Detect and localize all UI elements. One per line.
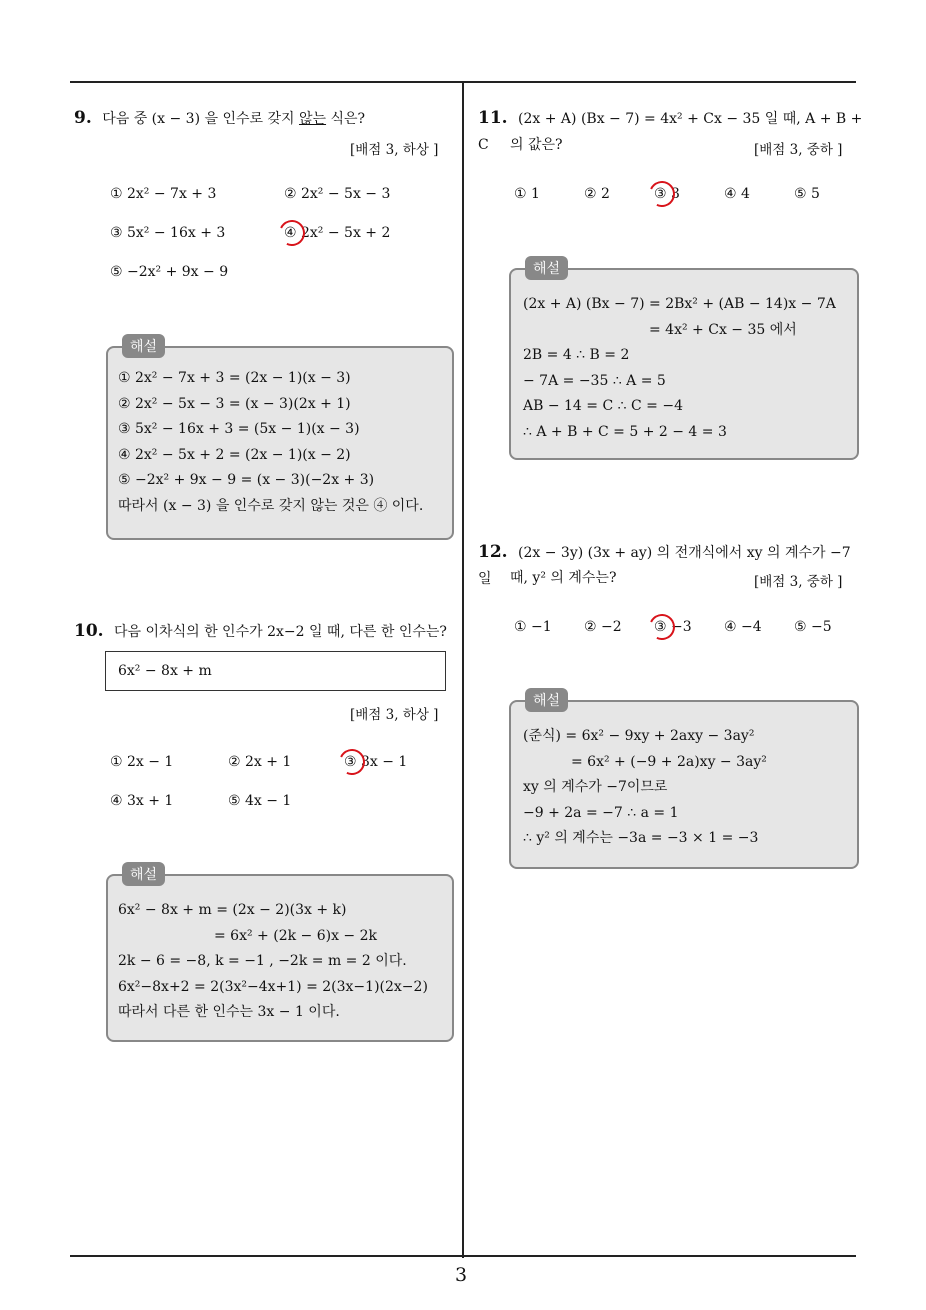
- solution-line: ④ 2x² − 5x + 2 = (2x − 1)(x − 2): [118, 446, 351, 463]
- question-9: [74, 106, 454, 132]
- choice-2[interactable]: ② 2x + 1: [228, 754, 292, 770]
- solution-box: [509, 261, 859, 460]
- question-text: (2x − 3y) (3x + ay) 의 전개식에서 xy 의 계수가 −7 일: [478, 545, 851, 587]
- solution-line: = 6x² + (−9 + 2a)xy − 3ay²: [571, 753, 767, 770]
- solution-line: 6x² − 8x + m = (2x − 2)(3x + k): [118, 902, 347, 918]
- solution-line: ⑤ −2x² + 9x − 9 = (x − 3)(−2x + 3): [118, 472, 375, 488]
- choice-1[interactable]: ① 2x − 1: [110, 754, 174, 770]
- solution-line: 2B = 4 ∴ B = 2: [523, 347, 630, 363]
- solution-tag: 해설: [122, 862, 165, 886]
- choice-4[interactable]: ④ 2x² − 5x + 2: [284, 225, 391, 241]
- question-number: 9.: [74, 108, 92, 128]
- answer-mark-circle: [335, 745, 368, 778]
- given-expression-box: 6x² − 8x + m: [105, 651, 446, 691]
- answer-mark-circle: [275, 216, 308, 249]
- answer-mark-circle: [645, 177, 678, 210]
- question-text: (2x + A) (Bx − 7) = 4x² + Cx − 35 일 때, A + B + C: [478, 111, 863, 153]
- solution-line: ∴ y² 의 계수는 −3a = −3 × 1 = −3: [523, 830, 759, 846]
- choice-4[interactable]: ④ 4: [724, 186, 750, 202]
- question-number: 11.: [478, 108, 508, 128]
- choice-3[interactable]: ③ 5x² − 16x + 3: [110, 225, 226, 241]
- solution-box: [106, 339, 454, 540]
- solution-line: ① 2x² − 7x + 3 = (2x − 1)(x − 3): [118, 370, 351, 386]
- question-number: 10.: [74, 621, 104, 641]
- solution-line: = 4x² + Cx − 35 에서: [649, 321, 797, 338]
- choice-1[interactable]: ① 2x² − 7x + 3: [110, 186, 217, 202]
- score-label: [배점 3, 하상 ]: [350, 707, 439, 723]
- bottom-rule: [70, 1255, 856, 1257]
- choice-3[interactable]: ③ 3: [654, 186, 680, 202]
- choice-2[interactable]: ② 2: [584, 186, 610, 202]
- choice-5[interactable]: ⑤ −2x² + 9x − 9: [110, 264, 229, 280]
- solution-line: (2x + A) (Bx − 7) = 2Bx² + (AB − 14)x − 7A: [523, 296, 836, 312]
- solution-line: 2k − 6 = −8, k = −1 , −2k = m = 2 이다.: [118, 953, 407, 969]
- solution-tag: 해설: [525, 256, 568, 280]
- choice-1[interactable]: ① −1: [514, 619, 552, 635]
- solution-line: 6x²−8x+2 = 2(3x²−4x+1) = 2(3x−1)(2x−2): [118, 978, 428, 995]
- score-label: [배점 3, 하상 ]: [350, 142, 439, 158]
- solution-line: (준식) = 6x² − 9xy + 2axy − 3ay²: [523, 728, 755, 744]
- choice-2[interactable]: ② 2x² − 5x − 3: [284, 186, 391, 202]
- solution-line: ∴ A + B + C = 5 + 2 − 4 = 3: [523, 423, 727, 440]
- question-text: 다음 중 (x − 3) 을 인수로 갖지 않는 식은?: [102, 111, 366, 127]
- answer-mark-circle: [645, 610, 678, 643]
- solution-line: 따라서 다른 한 인수는 3x − 1 이다.: [118, 1004, 340, 1020]
- solution-line: AB − 14 = C ∴ C = −4: [523, 398, 683, 414]
- solution-line: − 7A = −35 ∴ A = 5: [523, 372, 666, 389]
- solution-line: −9 + 2a = −7 ∴ a = 1: [523, 804, 679, 821]
- choice-3[interactable]: ③ 3x − 1: [344, 754, 408, 770]
- score-label: [배점 3, 중하 ]: [754, 142, 843, 158]
- solution-tag: 해설: [122, 334, 165, 358]
- solution-line: xy 의 계수가 −7이므로: [523, 779, 668, 795]
- column-divider: [462, 82, 464, 1258]
- choice-2[interactable]: ② −2: [584, 619, 622, 635]
- choice-1[interactable]: ① 1: [514, 186, 540, 202]
- question-10: [74, 619, 459, 645]
- solution-box: [106, 867, 454, 1042]
- solution-tag: 해설: [525, 688, 568, 712]
- choice-4[interactable]: ④ 3x + 1: [110, 793, 174, 809]
- solution-line: ② 2x² − 5x − 3 = (x − 3)(2x + 1): [118, 395, 351, 412]
- question-number: 12.: [478, 542, 508, 562]
- solution-line: = 6x² + (2k − 6)x − 2k: [214, 927, 377, 944]
- question-text: 다음 이차식의 한 인수가 2x−2 일 때, 다른 한 인수는?: [114, 624, 447, 640]
- page-number: 3: [455, 1264, 468, 1286]
- choice-5[interactable]: ⑤ −5: [794, 619, 832, 635]
- choice-4[interactable]: ④ −4: [724, 619, 762, 635]
- solution-box: [509, 693, 859, 869]
- question-text-line-2: 의 값은?: [510, 137, 563, 153]
- choice-3[interactable]: ③ −3: [654, 619, 692, 635]
- choice-5[interactable]: ⑤ 5: [794, 186, 820, 202]
- score-label: [배점 3, 중하 ]: [754, 574, 843, 590]
- solution-line: ③ 5x² − 16x + 3 = (5x − 1)(x − 3): [118, 421, 360, 437]
- choice-5[interactable]: ⑤ 4x − 1: [228, 793, 292, 809]
- question-text-line-2: 때, y² 의 계수는?: [510, 570, 617, 586]
- solution-line: 따라서 (x − 3) 을 인수로 갖지 않는 것은 ④ 이다.: [118, 497, 424, 514]
